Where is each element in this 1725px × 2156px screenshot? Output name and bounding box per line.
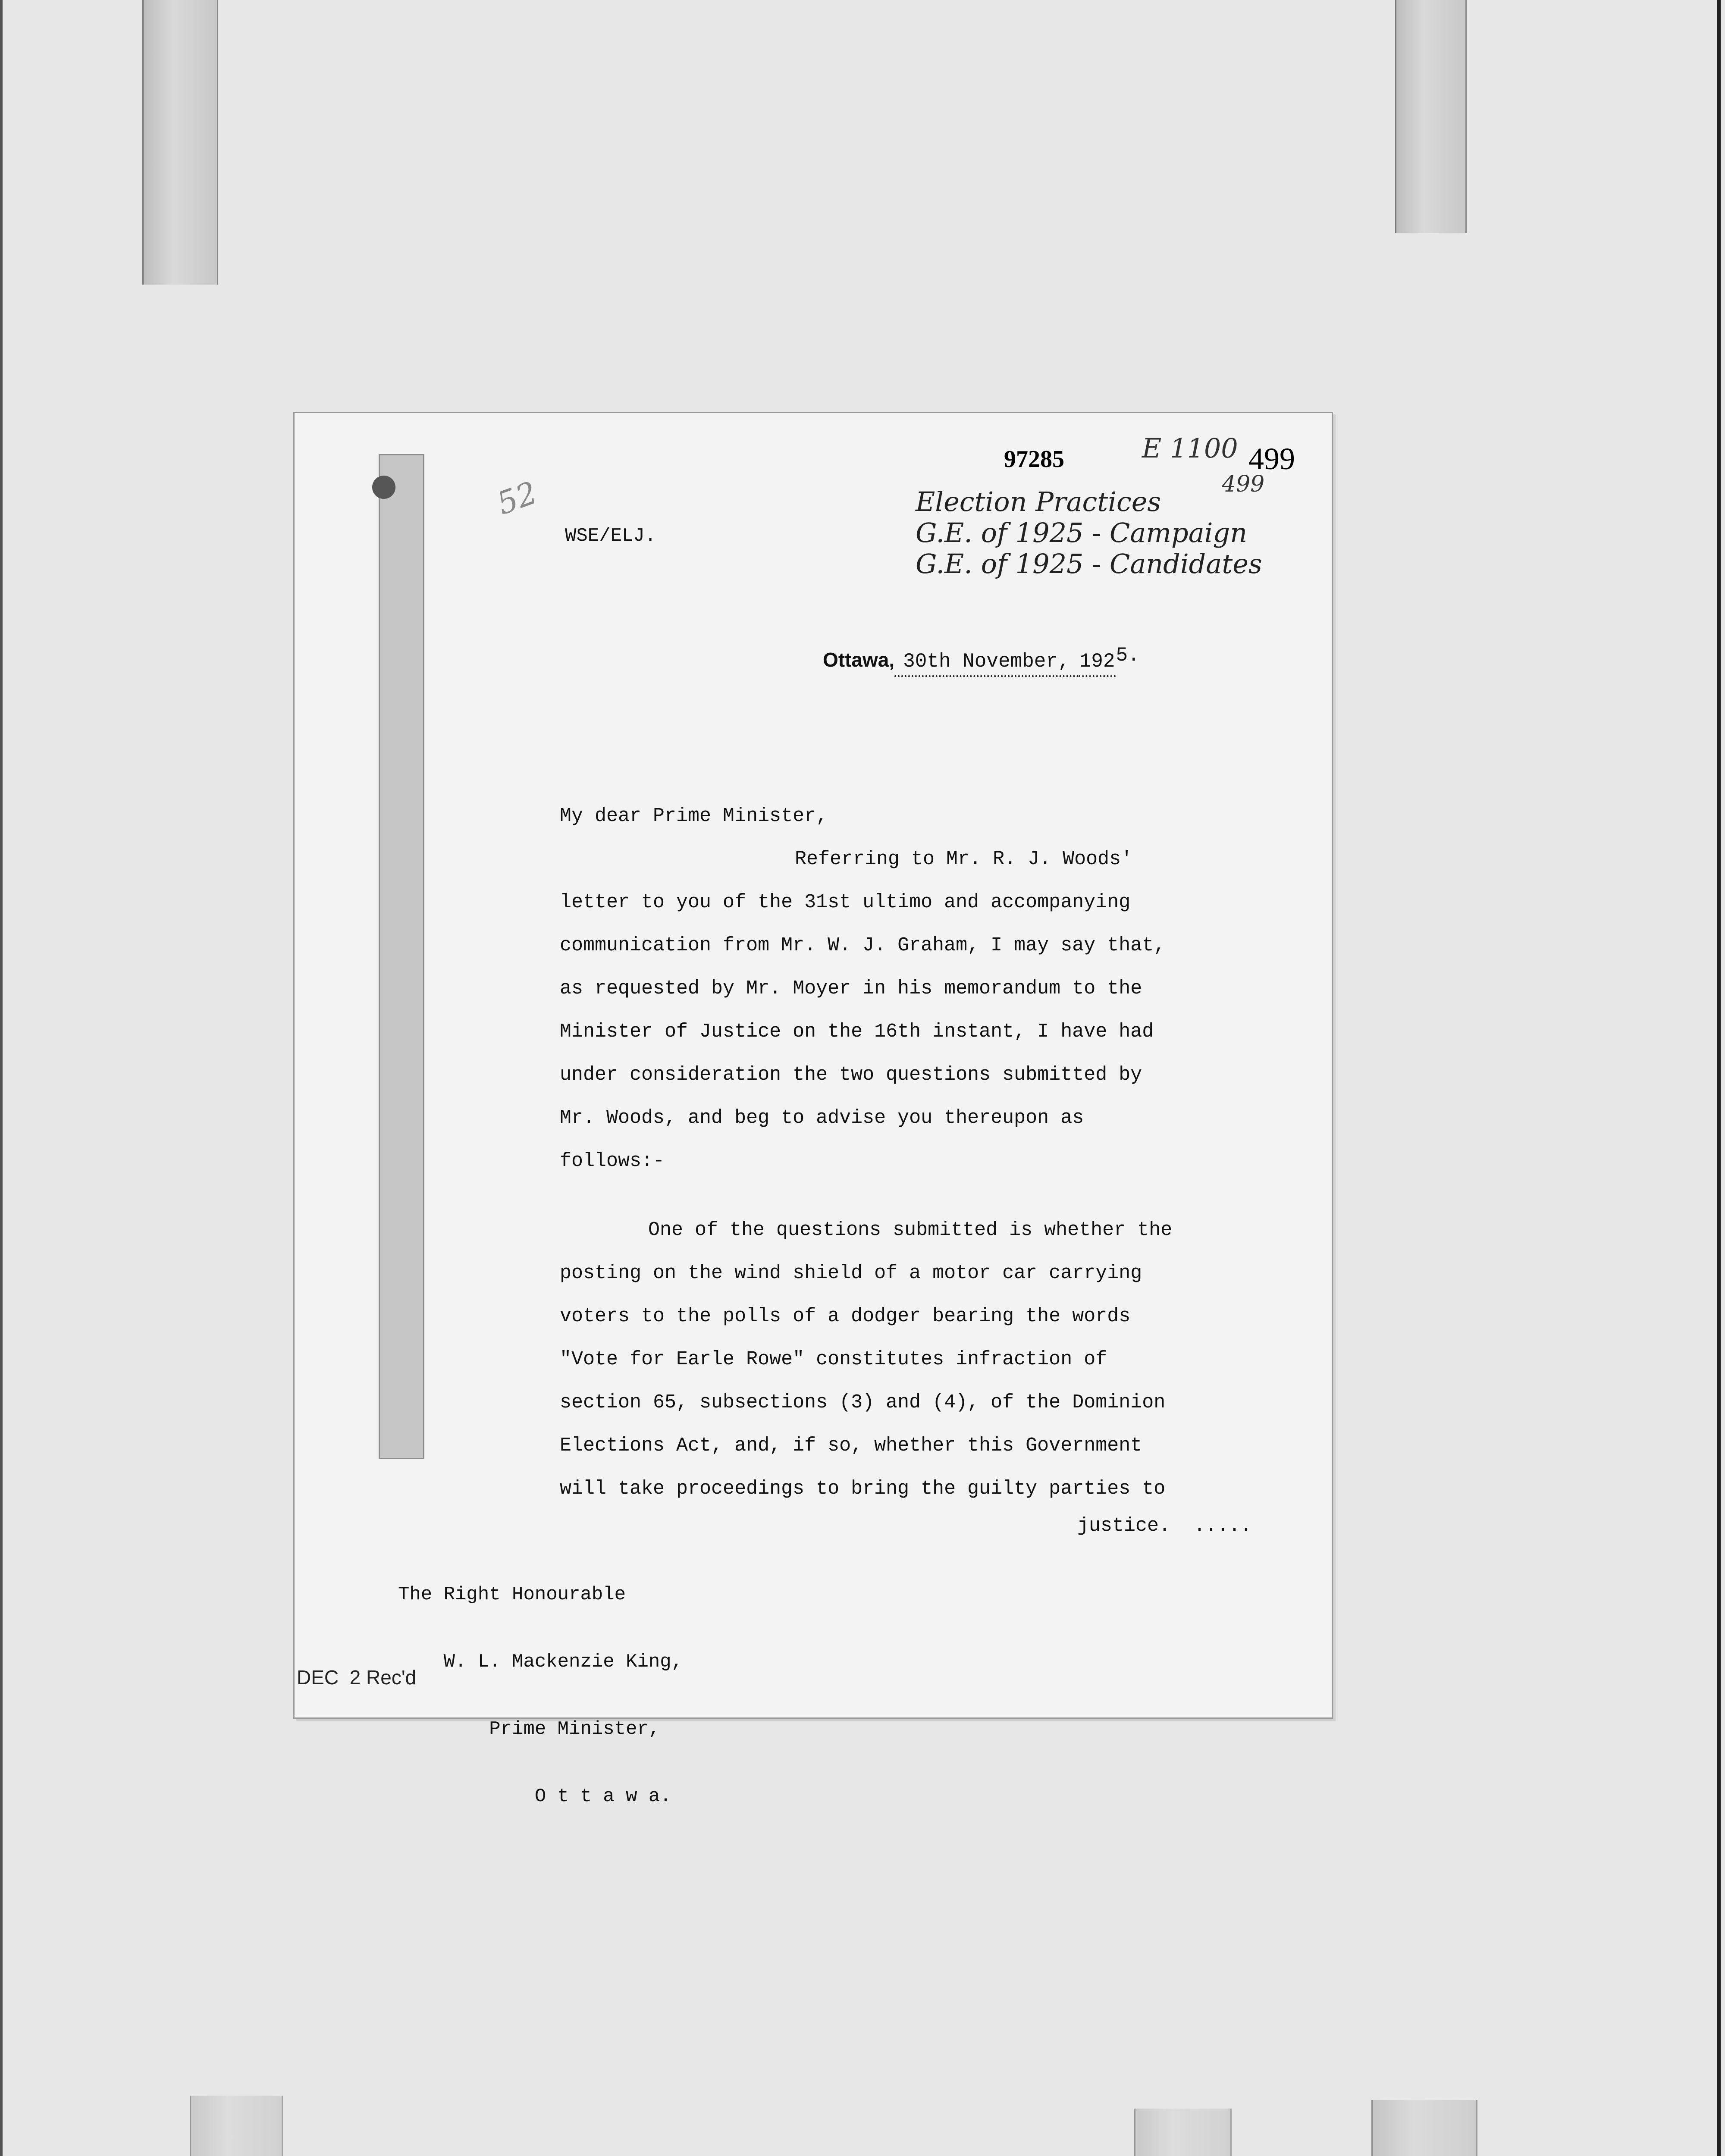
film-edge-right [1717, 0, 1721, 2156]
film-edge-left [0, 0, 3, 2156]
date-text: 30th November, [894, 650, 1078, 677]
filing-note: Election Practices [916, 486, 1161, 517]
paragraph-line: follows:- [560, 1150, 665, 1172]
paragraph-line: as requested by Mr. Moyer in his memorandum to the [560, 978, 1142, 1000]
paragraph-line: section 65, subsections (3) and (4), of the Dominion [560, 1391, 1166, 1413]
paragraph-1-body [560, 881, 1165, 1183]
mounting-tape-bottom [1134, 2109, 1232, 2156]
addressee-line: O t t a w a. [398, 1786, 671, 1807]
filing-notes [916, 486, 1295, 580]
paragraph-line: will take proceedings to bring the guilty parties to [560, 1478, 1166, 1500]
dateline [823, 644, 1140, 677]
paragraph-line: Mr. Woods, and beg to advise you thereupon as [560, 1107, 1084, 1129]
document-number: 97285 [1004, 446, 1064, 473]
mounting-tape-bottom [1371, 2100, 1477, 2156]
mounting-tape-top-left [142, 0, 218, 285]
mounting-tape-bottom [190, 2096, 283, 2156]
paragraph-line: Referring to Mr. R. J. Woods' [795, 848, 1133, 870]
handwritten-reference: E 1100 [1142, 432, 1238, 464]
year-suffix: 5. [1116, 644, 1140, 667]
reference-initials: WSE/ELJ. [565, 525, 656, 547]
paragraph-line: Elections Act, and, if so, whether this Government [560, 1435, 1142, 1457]
paragraph-line: voters to the polls of a dodger bearing the words [560, 1305, 1131, 1327]
mounting-tape-top-right [1395, 0, 1467, 233]
paragraph-line: communication from Mr. W. J. Graham, I may say that, [560, 934, 1166, 956]
closing-line: justice. ..... [1077, 1515, 1252, 1537]
addressee-line: The Right Honourable [398, 1584, 626, 1605]
year-prefix: 192 [1079, 650, 1116, 677]
handwritten-mark: 52 [492, 474, 542, 522]
place-label: Ottawa, [823, 649, 895, 671]
received-stamp: DEC 2 Rec'd [297, 1666, 417, 1689]
addressee-line: Prime Minister, [398, 1718, 660, 1740]
filing-note: G.E. of 1925 - Campaign [916, 517, 1248, 548]
addressee-block [398, 1539, 683, 1852]
paragraph-line: "Vote for Earle Rowe" constitutes infraction of [560, 1348, 1107, 1370]
binding-strip [379, 454, 424, 1459]
salutation: My dear Prime Minister, [560, 805, 828, 827]
page-number-handwritten: 499 [1222, 471, 1265, 497]
paragraph-line: letter to you of the 31st ultimo and accompanying [560, 891, 1131, 913]
paragraph-line: One of the questions submitted is whether the [648, 1219, 1173, 1241]
paragraph-line: under consideration the two questions submitted by [560, 1064, 1142, 1086]
paragraph-2-body [560, 1252, 1165, 1510]
page-number: 499 [1248, 442, 1295, 476]
paragraph-line: posting on the wind shield of a motor car carrying [560, 1262, 1142, 1284]
letter-page [293, 412, 1333, 1807]
punch-hole [372, 476, 395, 499]
filing-note: G.E. of 1925 - Candidates [916, 548, 1262, 580]
addressee-line: W. L. Mackenzie King, [398, 1651, 683, 1673]
paragraph-line: Minister of Justice on the 16th instant, I have had [560, 1021, 1154, 1043]
